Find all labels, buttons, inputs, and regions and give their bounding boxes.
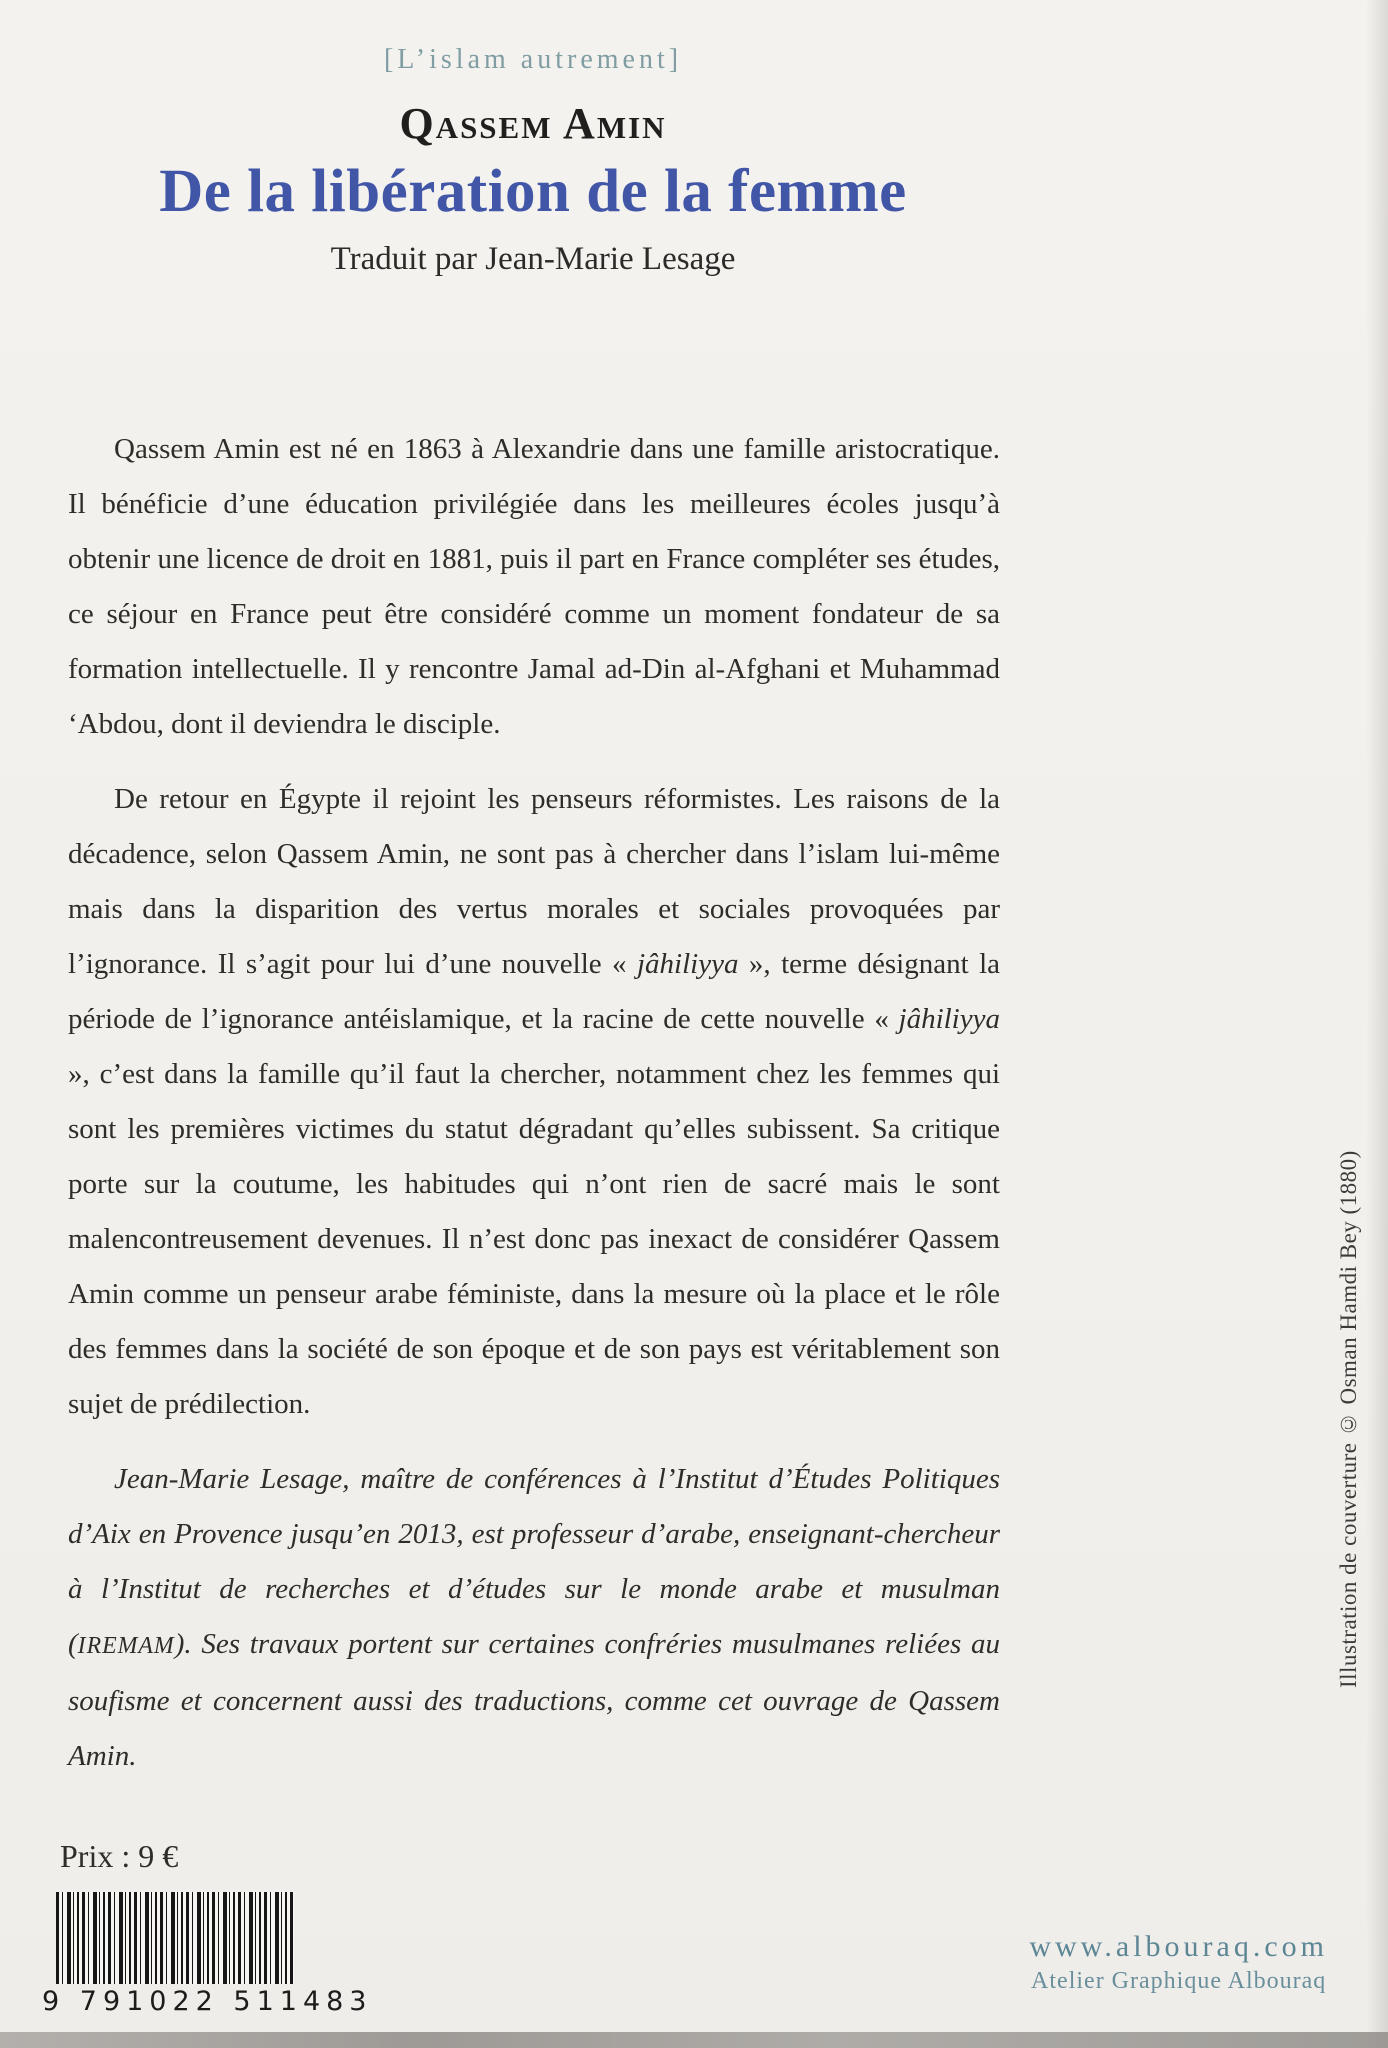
- text-run: jâhiliyya: [898, 1003, 1000, 1035]
- cover-illustration-credit: Illustration de couverture © Osman Hamdi Bey (1880): [1336, 1150, 1361, 1688]
- paragraph: [68, 772, 1000, 1432]
- barcode-number: 9 791022 511483: [42, 1986, 373, 2017]
- text-run: jâhiliyya: [636, 948, 739, 980]
- paragraph: [68, 422, 1000, 752]
- text-run: Jean-Marie Lesage, maître de conférences à l’Institut d’Études Politiques d’Aix en Provence jusqu’en 2013, est professeur d’arabe, enseignant-chercheur à l’Institut de recherches et d’études sur le monde arabe et musulman (: [68, 1463, 1000, 1660]
- barcode: [42, 1892, 373, 2017]
- publisher-studio: Atelier Graphique Albouraq: [1031, 1968, 1327, 1994]
- photo-edge-right: [1366, 0, 1388, 2048]
- paragraph: [68, 1452, 1000, 1784]
- text-run: IREMAM: [77, 1633, 175, 1659]
- body-text: [68, 422, 1000, 1804]
- book-title: De la libération de la femme: [159, 158, 907, 225]
- publisher-block: [1029, 1930, 1328, 1995]
- photo-edge-bottom: [0, 2032, 1388, 2048]
- collection-name: [L’islam autrement]: [383, 44, 683, 75]
- author-name: Qassem Amin: [399, 99, 667, 148]
- barcode-bars: [56, 1892, 294, 1984]
- text-run: Qassem Amin est né en 1863 à Alexandrie dans une famille aristocratique. Il bénéficie d’une éducation privilégiée dans les meilleures écoles jusqu’à obtenir une licence de droit en 1881, puis il part en France compléter ses études, ce séjour en France peut être considéré comme un moment fondateur de sa formation intellectuelle. Il y rencontre Jamal ad-Din al-Afghani et Muhammad ‘Abdou, dont il deviendra le disciple.: [68, 433, 1000, 740]
- translator-line: Traduit par Jean-Marie Lesage: [330, 241, 736, 277]
- text-run: », c’est dans la famille qu’il faut la chercher, notamment chez les femmes qui sont les premières victimes du statut dégradant qu’elles subissent. Sa critique porte sur la coutume, les habitudes qui n’ont rien de sacré mais le sont malencontreusement devenues. Il n’est donc pas inexact de considérer Qassem Amin comme un penseur arabe féministe, dans la mesure où la place et le rôle des femmes dans la société de son époque et de son pays est véritablement son sujet de prédilection.: [68, 1058, 1000, 1420]
- text-run: De retour en Égypte il rejoint les penseurs réformistes. Les raisons de la décadence, selon Qassem Amin, ne sont pas à chercher dans l’islam lui-même mais dans la disparition des vertus morales et sociales provoquées par l’ignorance. Il s’agit pour lui d’une nouvelle «: [68, 783, 1000, 980]
- cover-header: [68, 0, 998, 278]
- price-label: Prix : 9 €: [60, 1838, 179, 1874]
- text-run: », terme désignant la période de l’ignorance antéislamique, et la racine de cette nouvelle «: [68, 948, 1000, 1035]
- publisher-website: www.albouraq.com: [1029, 1930, 1328, 1963]
- text-run: ). Ses travaux portent sur certaines confréries musulmanes reliées au soufisme et concernent aussi des traductions, comme cet ouvrage de Qassem Amin.: [68, 1628, 1000, 1772]
